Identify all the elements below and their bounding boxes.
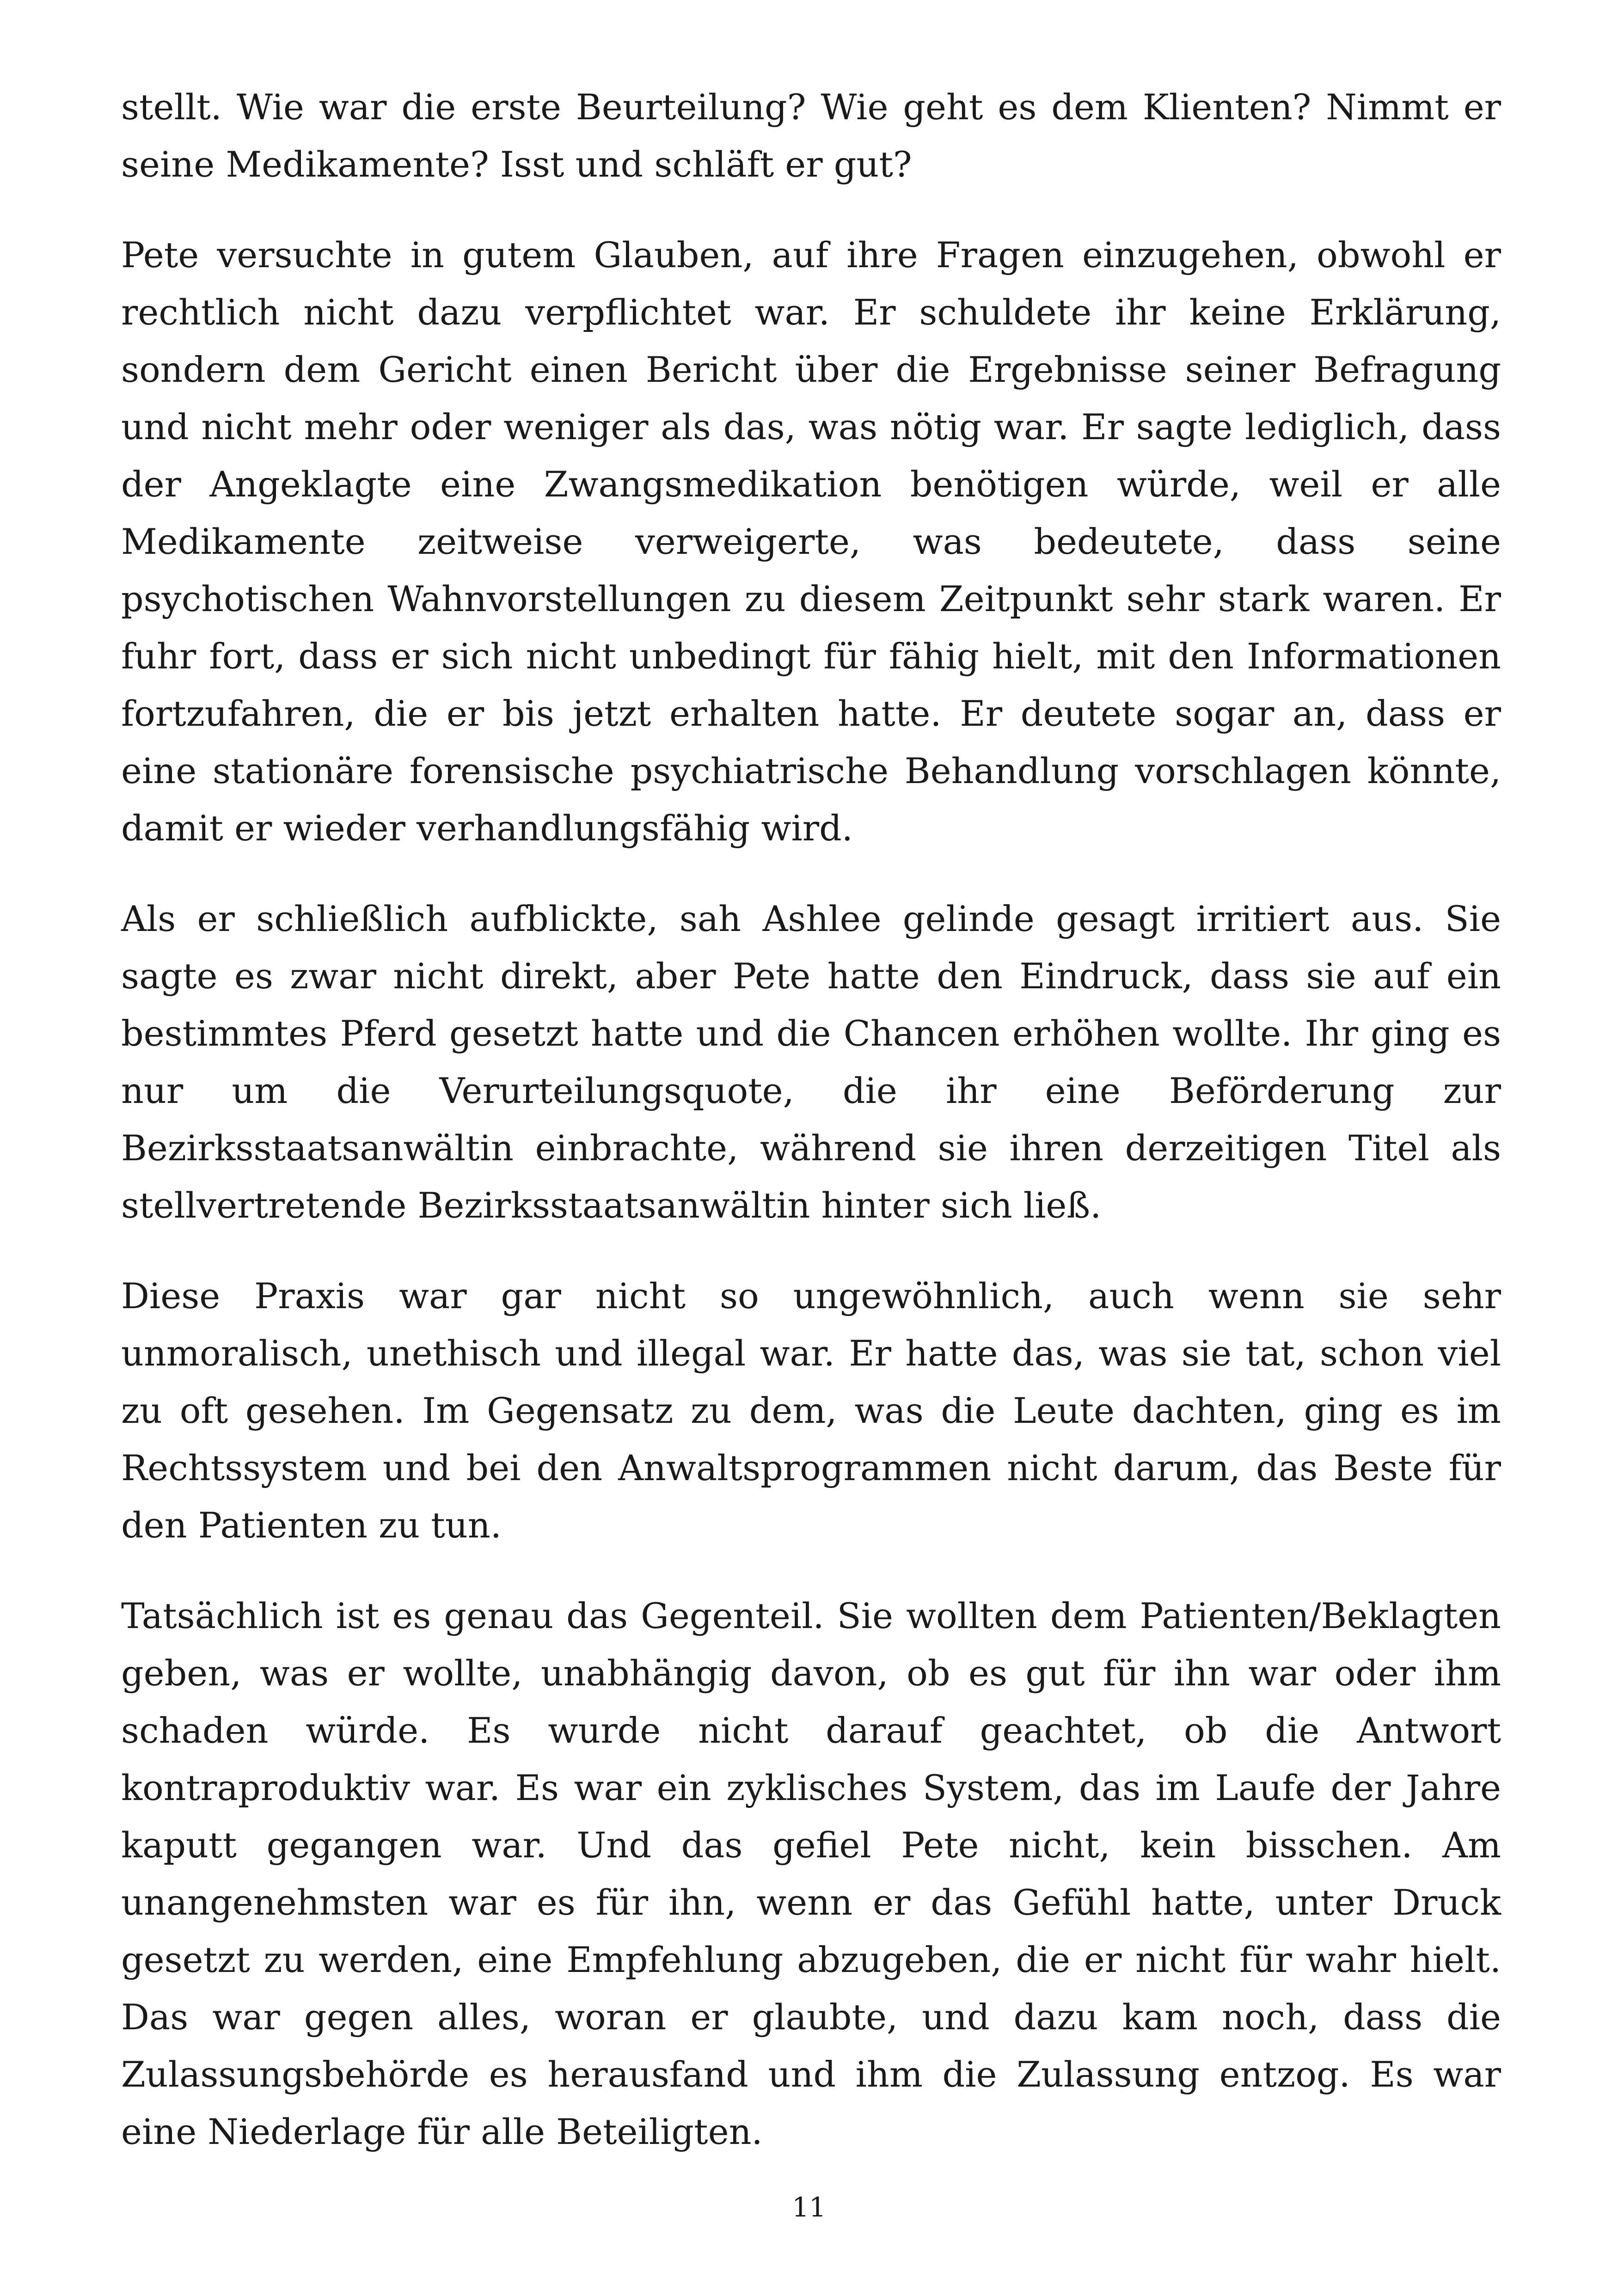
paragraph-2: Pete versuchte in gutem Glauben, auf ihre Fragen einzugehen, obwohl er rechtlich nicht dazu verpflichtet war. Er schuldete ihr keine Erklärung, sondern dem Gericht einen Bericht über die Ergebnisse seiner Befragung und nicht mehr oder weniger als das, was nötig war. Er sagte lediglich, dass der Angeklagte eine Zwangsmedikation benötigen würde, weil er alle Medikamente zeitweise verweigerte, was bedeutete, dass seine psychotischen Wahnvorstellungen zu diesem Zeitpunkt sehr stark waren. Er fuhr fort, dass er sich nicht unbedingt für fähig hielt, mit den Informationen fortzufahren, die er bis jetzt erhalten hatte. Er deutete sogar an, dass er eine stationäre forensische psychiatrische Behandlung vorschlagen könnte, damit er wieder verhandlungsfähig wird. bbox=[121, 234, 1501, 849]
page-body bbox=[121, 79, 1501, 2161]
paragraph-1: stellt. Wie war die erste Beurteilung? Wie geht es dem Klienten? Nimmt er seine Medikamente? Isst und schläft er gut? bbox=[121, 86, 1501, 185]
page-number: 11 bbox=[792, 2192, 826, 2223]
paragraph-5: Tatsächlich ist es genau das Gegenteil. Sie wollten dem Patienten/Beklagten geben, was er wollte, unabhängig davon, ob es gut für ihn war oder ihm schaden würde. Es wurde nicht darauf geachtet, ob die Antwort kontraproduktiv war. Es war ein zyklisches System, das im Laufe der Jahre kaputt gegangen war. Und das gefiel Pete nicht, kein bisschen. Am unangenehmsten war es für ihn, wenn er das Gefühl hatte, unter Druck gesetzt zu werden, eine Empfehlung abzugeben, die er nicht für wahr hielt. Das war gegen alles, woran er glaubte, und dazu kam noch, dass die Zulassungsbehörde es herausfand und ihm die Zulassung entzog. Es war eine Niederlage für alle Beteiligten. bbox=[121, 1595, 1501, 2152]
paragraph-4: Diese Praxis war gar nicht so ungewöhnlich, auch wenn sie sehr unmoralisch, unethisch und illegal war. Er hatte das, was sie tat, schon viel zu oft gesehen. Im Gegensatz zu dem, was die Leute dachten, ging es im Rechtssystem und bei den Anwaltsprogrammen nicht darum, das Beste für den Patienten zu tun. bbox=[121, 1275, 1501, 1546]
paragraph-3: Als er schließlich aufblickte, sah Ashlee gelinde gesagt irritiert aus. Sie sagte es zwar nicht direkt, aber Pete hatte den Eindruck, dass sie auf ein bestimmtes Pferd gesetzt hatte und die Chancen erhöhen wollte. Ihr ging es nur um die Verurteilungsquote, die ihr eine Beförderung zur Bezirksstaatsanwältin einbrachte, während sie ihren derzeitigen Titel als stellvertretende Bezirksstaatsanwältin hinter sich ließ. bbox=[121, 898, 1501, 1226]
